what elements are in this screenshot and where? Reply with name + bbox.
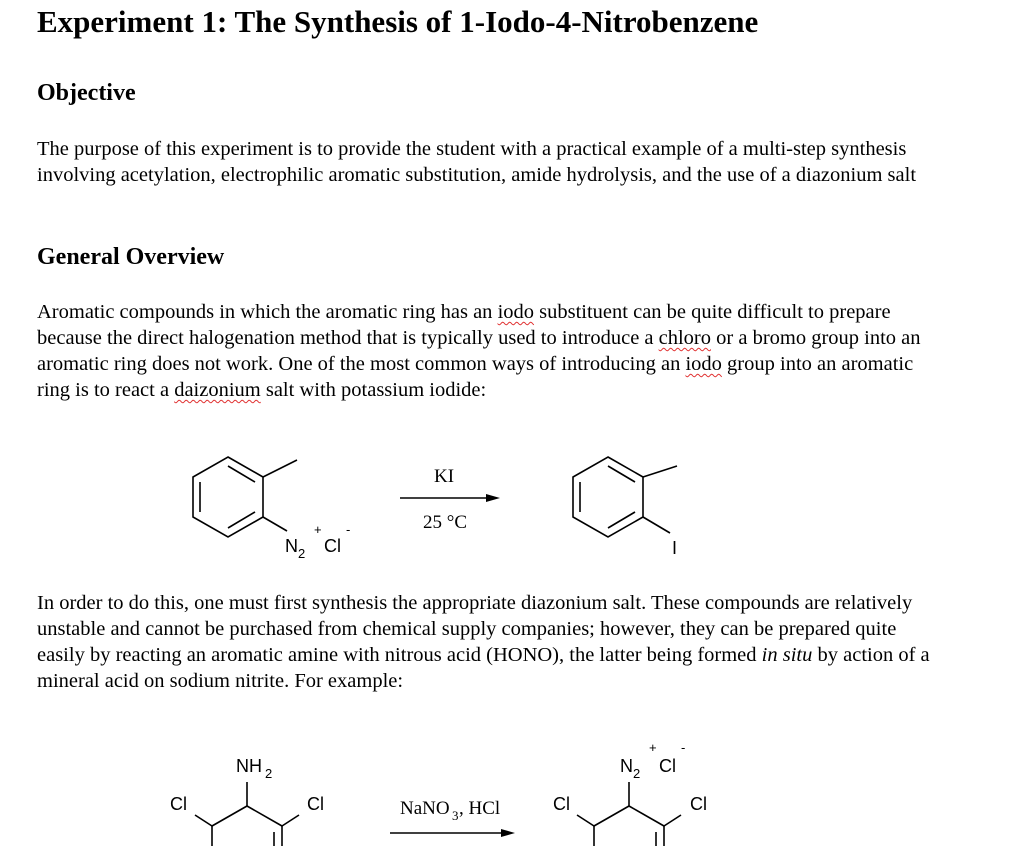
svg-text:+: + [649,740,657,755]
overview-heading: General Overview [37,244,225,270]
svg-text:N: N [620,756,633,776]
svg-text:+: + [314,522,322,537]
reactant-cl-left: Cl [170,794,187,814]
svg-text:-: - [346,522,351,537]
misspelled-word: iodo [497,301,535,323]
product-diazonium-label [620,740,685,781]
product-ring-2 [577,782,681,846]
svg-text:Cl: Cl [659,756,676,776]
reaction-arrow-1 [400,494,500,502]
misspelled-word: chloro [658,327,712,349]
reactant-cl-right: Cl [307,794,324,814]
reagent-ki: KI [434,466,455,487]
reagent-nano3-hcl [400,798,500,823]
product-cl-left: Cl [553,794,570,814]
in-situ-emphasis: in situ [761,644,813,666]
diazonium-label [285,522,350,561]
condition-temperature: 25 °C [423,512,468,533]
iodine-label: I [672,538,678,558]
objective-text: The purpose of this experiment is to provide the student with a practical example of a multi-step synthesis involving acetylation, electrophilic aromatic substitution, amide hydrolysis, and the use of a diazonium salt [37,138,917,186]
page-title: Experiment 1: The Synthesis of 1-Iodo-4-Nitrobenzene [37,4,759,39]
reactant-ring-2 [195,782,299,846]
misspelled-word: daizonium [174,379,261,401]
aniline-amine-label [236,756,272,781]
reaction-arrow-2 [390,829,515,837]
svg-text:NH: NH [236,756,262,776]
product-benzene-ring [573,457,677,537]
svg-text:2: 2 [298,546,306,561]
overview-paragraph-2: In order to do this, one must first synthesis the appropriate diazonium salt. These compounds are relatively unstable and cannot be purchased from chemical supply companies; however, they can be prepared quite easily by reacting an aromatic amine with nitrous acid (HONO), the latter being formed in situ by action of a mineral acid on sodium nitrite. For example: [37,592,930,692]
svg-text:, HCl: , HCl [459,798,501,819]
overview-paragraph-1: Aromatic compounds in which the aromatic ring has an iodo substituent can be quite difficult to prepare because the direct halogenation method that is typically used to introduce a chloro or a bromo group into an aromatic ring does not work. One of the most common ways of introducing an iodo group into an aromatic ring is to react a daizonium salt with potassium iodide: [37,301,921,401]
svg-text:2: 2 [265,766,273,781]
svg-text:2: 2 [633,766,641,781]
product-cl-right: Cl [690,794,707,814]
svg-text:NaNO: NaNO [400,798,450,819]
reactant-benzene-ring [193,457,297,537]
svg-text:3: 3 [452,808,459,823]
misspelled-word: iodo [685,353,722,375]
svg-text:Cl: Cl [324,536,341,556]
objective-heading: Objective [37,80,136,106]
svg-text:N: N [285,536,298,556]
svg-text:-: - [681,740,686,755]
